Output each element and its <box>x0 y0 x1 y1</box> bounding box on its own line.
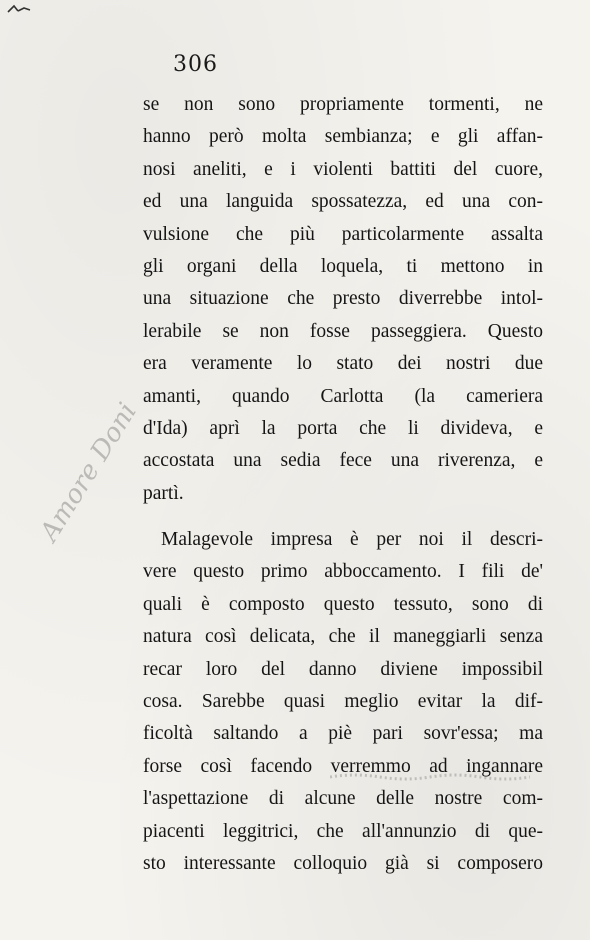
text-line: ficoltà saltando a piè pari sovr'essa; ma <box>143 723 543 745</box>
text-line: cosa. Sarebbe quasi meglio evitar la dif- <box>143 691 543 713</box>
text-line: lerabile se non fosse passeggiera. Questo <box>143 320 543 342</box>
text-line: amanti, quando Carlotta (la cameriera <box>143 385 543 407</box>
text-line: recar loro del danno diviene impossibil <box>143 658 543 680</box>
paragraph-2 <box>143 524 543 880</box>
text-line: vere questo primo abboccamento. I fili de' <box>143 561 543 583</box>
page-number: 306 <box>173 52 218 77</box>
ink-bleed-mark-icon <box>330 770 530 784</box>
text-line: sto interessante colloquio già si composero <box>143 852 543 874</box>
text-line: se non sono propriamente tormenti, ne <box>143 94 543 115</box>
text-line: forse così facendo verremmo ad ingannare <box>143 755 543 777</box>
text-line: nosi aneliti, e i violenti battiti del cuore, <box>143 158 543 180</box>
text-line: ed una languida spossatezza, ed una con- <box>143 191 543 213</box>
text-line: una situazione che presto diverrebbe intol- <box>143 288 543 310</box>
text-line: vulsione che più particolarmente assalta <box>143 223 543 245</box>
text-line: Malagevole impresa è per noi il descri- <box>161 529 543 551</box>
text-line: hanno però molta sembianza; e gli affan- <box>143 126 543 148</box>
text-line: piacenti leggitrici, che all'annunzio di que- <box>143 820 543 842</box>
text-line: d'Ida) aprì la porta che li divideva, e <box>143 417 543 439</box>
text-line: natura così delicata, che il maneggiarli senza <box>143 626 543 648</box>
text-line: gli organi della loquela, ti mettono in <box>143 255 543 277</box>
text-line: accostata una sedia fece una riverenza, e <box>143 450 543 472</box>
handwritten-margin-note: Amore Doni <box>34 397 144 547</box>
text-line: era veramente lo stato dei nostri due <box>143 353 543 375</box>
text-line: partì. <box>143 482 184 504</box>
page-text <box>143 89 543 880</box>
text-line: l'aspettazione di alcune delle nostre com- <box>143 788 543 810</box>
text-line: quali è composto questo tessuto, sono di <box>143 593 543 615</box>
corner-ink-mark-icon <box>6 2 34 16</box>
paragraph-1 <box>143 89 543 510</box>
